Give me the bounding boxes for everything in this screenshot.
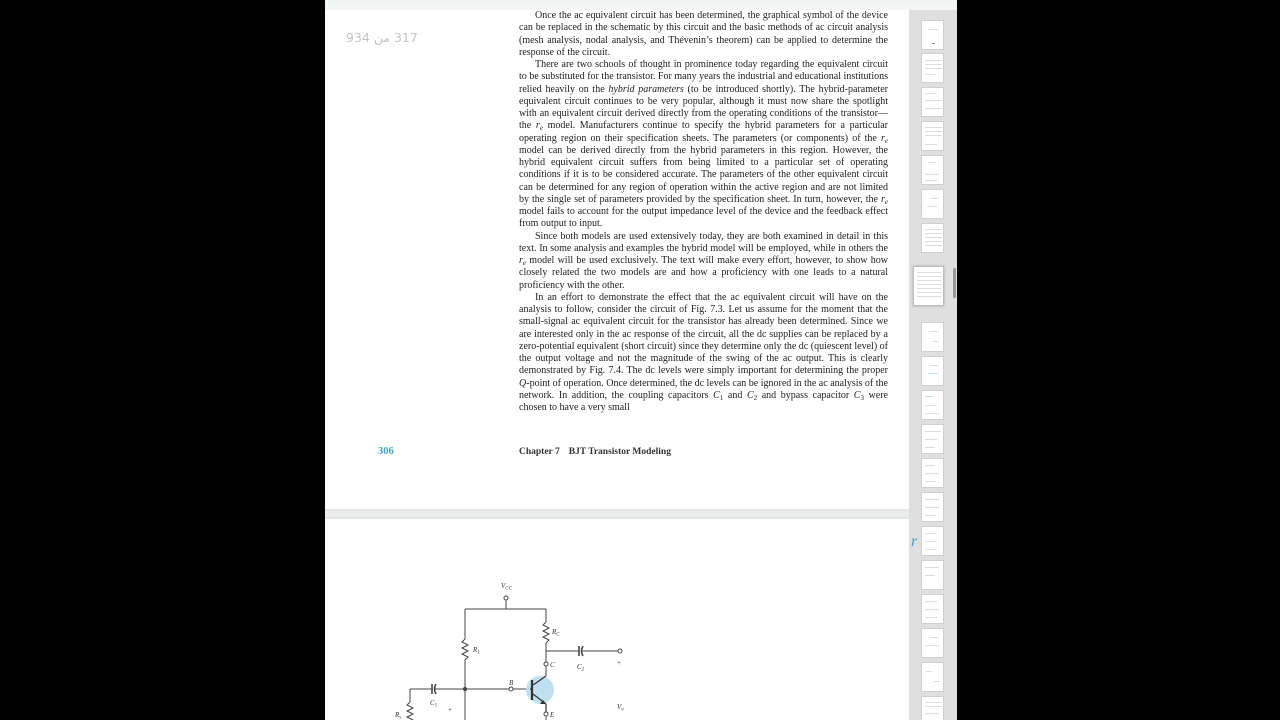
page-thumbnail[interactable] — [921, 662, 944, 692]
page-thumbnail[interactable] — [921, 696, 944, 720]
page-number: 306 — [378, 446, 394, 457]
page-thumbnail-current[interactable] — [913, 266, 944, 306]
page-thumbnail[interactable] — [921, 526, 944, 556]
label-rs: $R_s$ — [395, 711, 402, 720]
label-r1: $R_1$ — [473, 646, 480, 656]
bjt-circuit-diagram — [380, 574, 640, 720]
page-thumbnail[interactable] — [921, 223, 944, 253]
body-text — [519, 10, 888, 414]
page-thumbnail[interactable] — [921, 87, 944, 117]
document-page-307 — [325, 519, 909, 720]
document-page-306 — [325, 10, 909, 509]
label-rc: $R_C$ — [552, 628, 560, 638]
page-thumbnail[interactable] — [921, 458, 944, 488]
page-thumbnail[interactable] — [921, 492, 944, 522]
paragraph-1: Once the ac equivalent circuit has been determined, the graphical symbol of the device can be replaced in the schematic by this circuit and the basic methods of ac circuit analysis (mesh analysis, nodal analysis, and Thévenin’s theorem) can be applied to determine the response of the circuit. — [519, 10, 888, 58]
page-separator — [325, 509, 957, 519]
label-plus-in: + — [448, 706, 452, 714]
page-thumbnail[interactable] — [921, 189, 944, 219]
paragraph-2: There are two schools of thought in prominence today regarding the equivalent circuit to be substituted for the transistor. For many years the industrial and educational institutions relied heavily on the hybrid parameters (to be introduced shortly). The hybrid-parameter equivalent circuit continues to be very popular, although it must now share the spotlight with an equivalent circuit derived directly from the operating conditions of the transistor—the $r_e$ model. Manufacturers continue to specify the hybrid parameters for a particular operating region on their specification sheets. The parameters (or components) of the $r_e$ model can be derived directly from the hybrid parameters in this region. However, the hybrid equivalent circuit suffers from being limited to a particular set of operating conditions if it is to be considered accurate. The parameters of the other equivalent circuit can be determined for any region of operation within the active region and are not limited by the single set of parameters provided by the specification sheet. In turn, however, the $r_e$ model fails to account for the output impedance level of the device and the feedback effect from output to input. — [519, 59, 888, 230]
page-thumbnail[interactable] — [921, 356, 944, 386]
viewer-top-bar — [325, 0, 957, 10]
page-counter: 317 من 934 — [346, 30, 418, 45]
page-thumbnail[interactable] — [921, 322, 944, 352]
label-c2: $C_2$ — [577, 663, 585, 673]
paragraph-3: Since both models are used extensively today, they are both examined in detail in this text. In some analysis and examples the hybrid model will be employed, while in others the $r_e$ model will be used exclusively. The text will make every effort, however, to show how closely related the two models are and how a proficiency with one leads to a natural proficiency with the other. — [519, 230, 888, 291]
thumbnail-sidebar[interactable] — [909, 10, 957, 720]
label-emitter: E — [550, 711, 555, 719]
paragraph-4: In an effort to demonstrate the effect that the ac equivalent circuit will have on the analysis to follow, consider the circuit of Fig. 7.3. Let us assume for the moment that the small-signal ac equivalent circuit for the transistor has already been determined. Since we are interested only in the ac response of the circuit, all the dc supplies can be replaced by a zero-potential equivalent (short circuit) since they determine only the dc (quiescent level) of the output voltage and not the magnitude of the swing of the ac output. This is clearly demonstrated by Fig. 7.4. The dc levels were simply important for determining the proper Q-point of operation. Once determined, the dc levels can be ignored in the ac analysis of the network. In addition, the coupling capacitors $C_1$ and $C_2$ and bypass capacitor $C_3$ were chosen to have a very small — [519, 291, 888, 413]
page-thumbnail[interactable] — [921, 20, 944, 50]
label-vo: $V_o$ — [617, 703, 624, 713]
pdf-viewer — [325, 0, 957, 720]
label-c1: $C_1$ — [430, 699, 438, 709]
page-thumbnail[interactable] — [921, 390, 944, 420]
page-thumbnail[interactable] — [921, 53, 944, 83]
page-thumbnail[interactable] — [921, 155, 944, 185]
label-vcc: $V_{CC}$ — [501, 582, 512, 592]
sidebar-scrollbar[interactable] — [953, 268, 956, 298]
page-thumbnail[interactable] — [921, 628, 944, 658]
page-thumbnail[interactable] — [921, 121, 944, 151]
label-plus-out: + — [617, 659, 621, 667]
page-thumbnail[interactable] — [921, 560, 944, 590]
next-page-edge-glyph: r — [911, 533, 918, 550]
page-thumbnail[interactable] — [921, 594, 944, 624]
running-footer: Chapter 7 BJT Transistor Modeling — [519, 447, 671, 457]
label-collector: C — [550, 661, 555, 669]
label-base: B — [509, 679, 514, 687]
page-thumbnail[interactable] — [921, 424, 944, 454]
